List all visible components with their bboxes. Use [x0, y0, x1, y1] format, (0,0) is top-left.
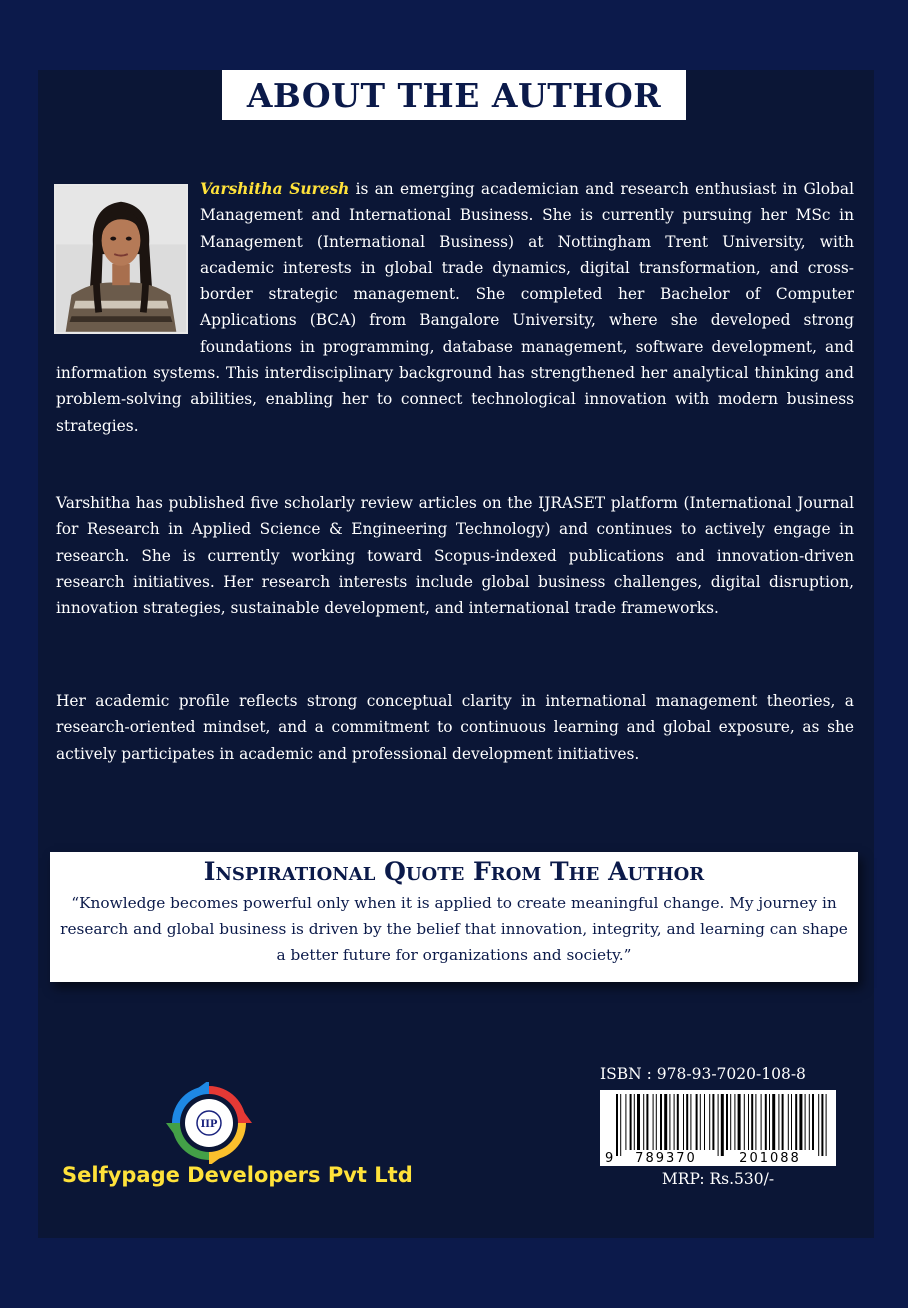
barcode-bar — [805, 1094, 806, 1150]
barcode-bar — [634, 1094, 635, 1150]
barcode-bar — [718, 1094, 719, 1156]
author-bio-text-1: is an emerging academician and research enthusiast in Global Management and International Business. She is currently pursuing her MSc in Management (International Business) at Nottingham Trent University, with academic interests in global trade dynamics, digital transformation, and cross-border strategic management. She completed her Bachelor of Computer Applications (BCA) from Bangalore University, where she developed strong foundations in programming, database management, software development, and information systems. This interdisciplinary background has strengthened her analytical thinking and problem-solving abilities, enabling her to connect technological innovation with modern business strategies. — [56, 180, 854, 435]
barcode-bar — [818, 1094, 819, 1156]
barcode-bar — [734, 1094, 735, 1150]
barcode-icon — [600, 1090, 836, 1166]
barcode-digits-right: 201088 — [739, 1151, 801, 1166]
author-bio-paragraph-1 — [56, 176, 854, 439]
publisher-name: Selfypage Developers Pvt Ltd — [62, 1163, 413, 1187]
barcode-bar — [721, 1094, 724, 1156]
barcode-digits-left: 789370 — [635, 1151, 697, 1166]
barcode-bar — [738, 1094, 741, 1150]
barcode-bar — [765, 1094, 767, 1150]
barcode-bar — [826, 1094, 827, 1156]
barcode-bar — [625, 1094, 626, 1150]
barcode-bar — [799, 1094, 802, 1150]
author-bio-paragraph-2: Varshitha has published five scholarly review articles on the IJRASET platform (International Journal for Research in Applied Science & Engineering Technology) and continues to actively engage in research. She is currently working toward Scopus-indexed publications and innovation-driven research initiatives. Her research interests include global business challenges, digital disruption, innovation strategies, sustainable development, and international trade frameworks. — [56, 494, 854, 618]
author-name: Varshitha Suresh — [200, 180, 350, 198]
barcode-bar — [772, 1094, 775, 1150]
barcode-bar — [744, 1094, 745, 1150]
author-bio-paragraph-3: Her academic profile reflects strong conceptual clarity in international management theories, a research-oriented mindset, and a commitment to continuous learning and global exposure, as she actively participates in academic and professional development initiatives. — [56, 692, 854, 763]
barcode-bar — [620, 1094, 621, 1156]
barcode-bar — [778, 1094, 779, 1150]
barcode-bar — [809, 1094, 810, 1150]
barcode-bar — [637, 1094, 640, 1150]
quote-heading: Inspirational Quote From The Author — [203, 857, 705, 886]
barcode-bar — [700, 1094, 701, 1150]
barcode-bar — [656, 1094, 657, 1150]
barcode-bar — [782, 1094, 784, 1150]
barcode-digit-lead: 9 — [605, 1151, 614, 1166]
barcode-bar — [791, 1094, 792, 1150]
barcode-bar — [730, 1094, 731, 1150]
barcode-bar — [677, 1094, 679, 1150]
barcode-bar — [686, 1094, 688, 1150]
iip-circular-arrows-logo-icon — [166, 1082, 252, 1164]
barcode-bar — [821, 1094, 823, 1156]
barcode-bar — [726, 1094, 728, 1150]
barcode-bar — [643, 1094, 644, 1150]
isbn-label: ISBN : 978-93-7020-108-8 — [600, 1065, 806, 1083]
barcode-bar — [748, 1094, 749, 1150]
barcode-bar — [795, 1094, 797, 1150]
barcode-bar — [616, 1094, 618, 1156]
barcode-bar — [690, 1094, 691, 1150]
photo-spacer — [56, 176, 200, 338]
page-title: ABOUT THE AUTHOR — [246, 75, 662, 115]
barcode — [600, 1090, 836, 1166]
barcode-bar — [709, 1094, 710, 1150]
quote-text: “Knowledge becomes powerful only when it is applied to create meaningful change. My journey in research and global business is driven by the belief that innovation, integrity, and learning can shape a better future for organizations and society.” — [60, 894, 848, 964]
barcode-bar — [653, 1094, 654, 1150]
barcode-bar — [751, 1094, 753, 1150]
barcode-bar — [630, 1094, 632, 1150]
barcode-bar — [674, 1094, 675, 1150]
barcode-bar — [769, 1094, 770, 1150]
barcode-bar — [660, 1094, 662, 1150]
barcode-bar — [669, 1094, 670, 1150]
quote-box — [50, 852, 858, 982]
mrp-price: MRP: Rs.530/- — [661, 1170, 775, 1188]
barcode-bar — [704, 1094, 705, 1150]
barcode-bar — [646, 1094, 648, 1150]
publisher-logo — [166, 1082, 252, 1164]
title-banner — [222, 70, 686, 120]
barcode-bar — [812, 1094, 814, 1150]
logo-text: IIP — [200, 1119, 218, 1130]
barcode-bar — [683, 1094, 684, 1150]
barcode-bar — [712, 1094, 714, 1150]
barcode-bar — [696, 1094, 698, 1150]
barcode-bar — [755, 1094, 756, 1150]
barcode-bar — [788, 1094, 789, 1150]
barcode-bar — [761, 1094, 762, 1150]
barcode-bar — [664, 1094, 667, 1150]
